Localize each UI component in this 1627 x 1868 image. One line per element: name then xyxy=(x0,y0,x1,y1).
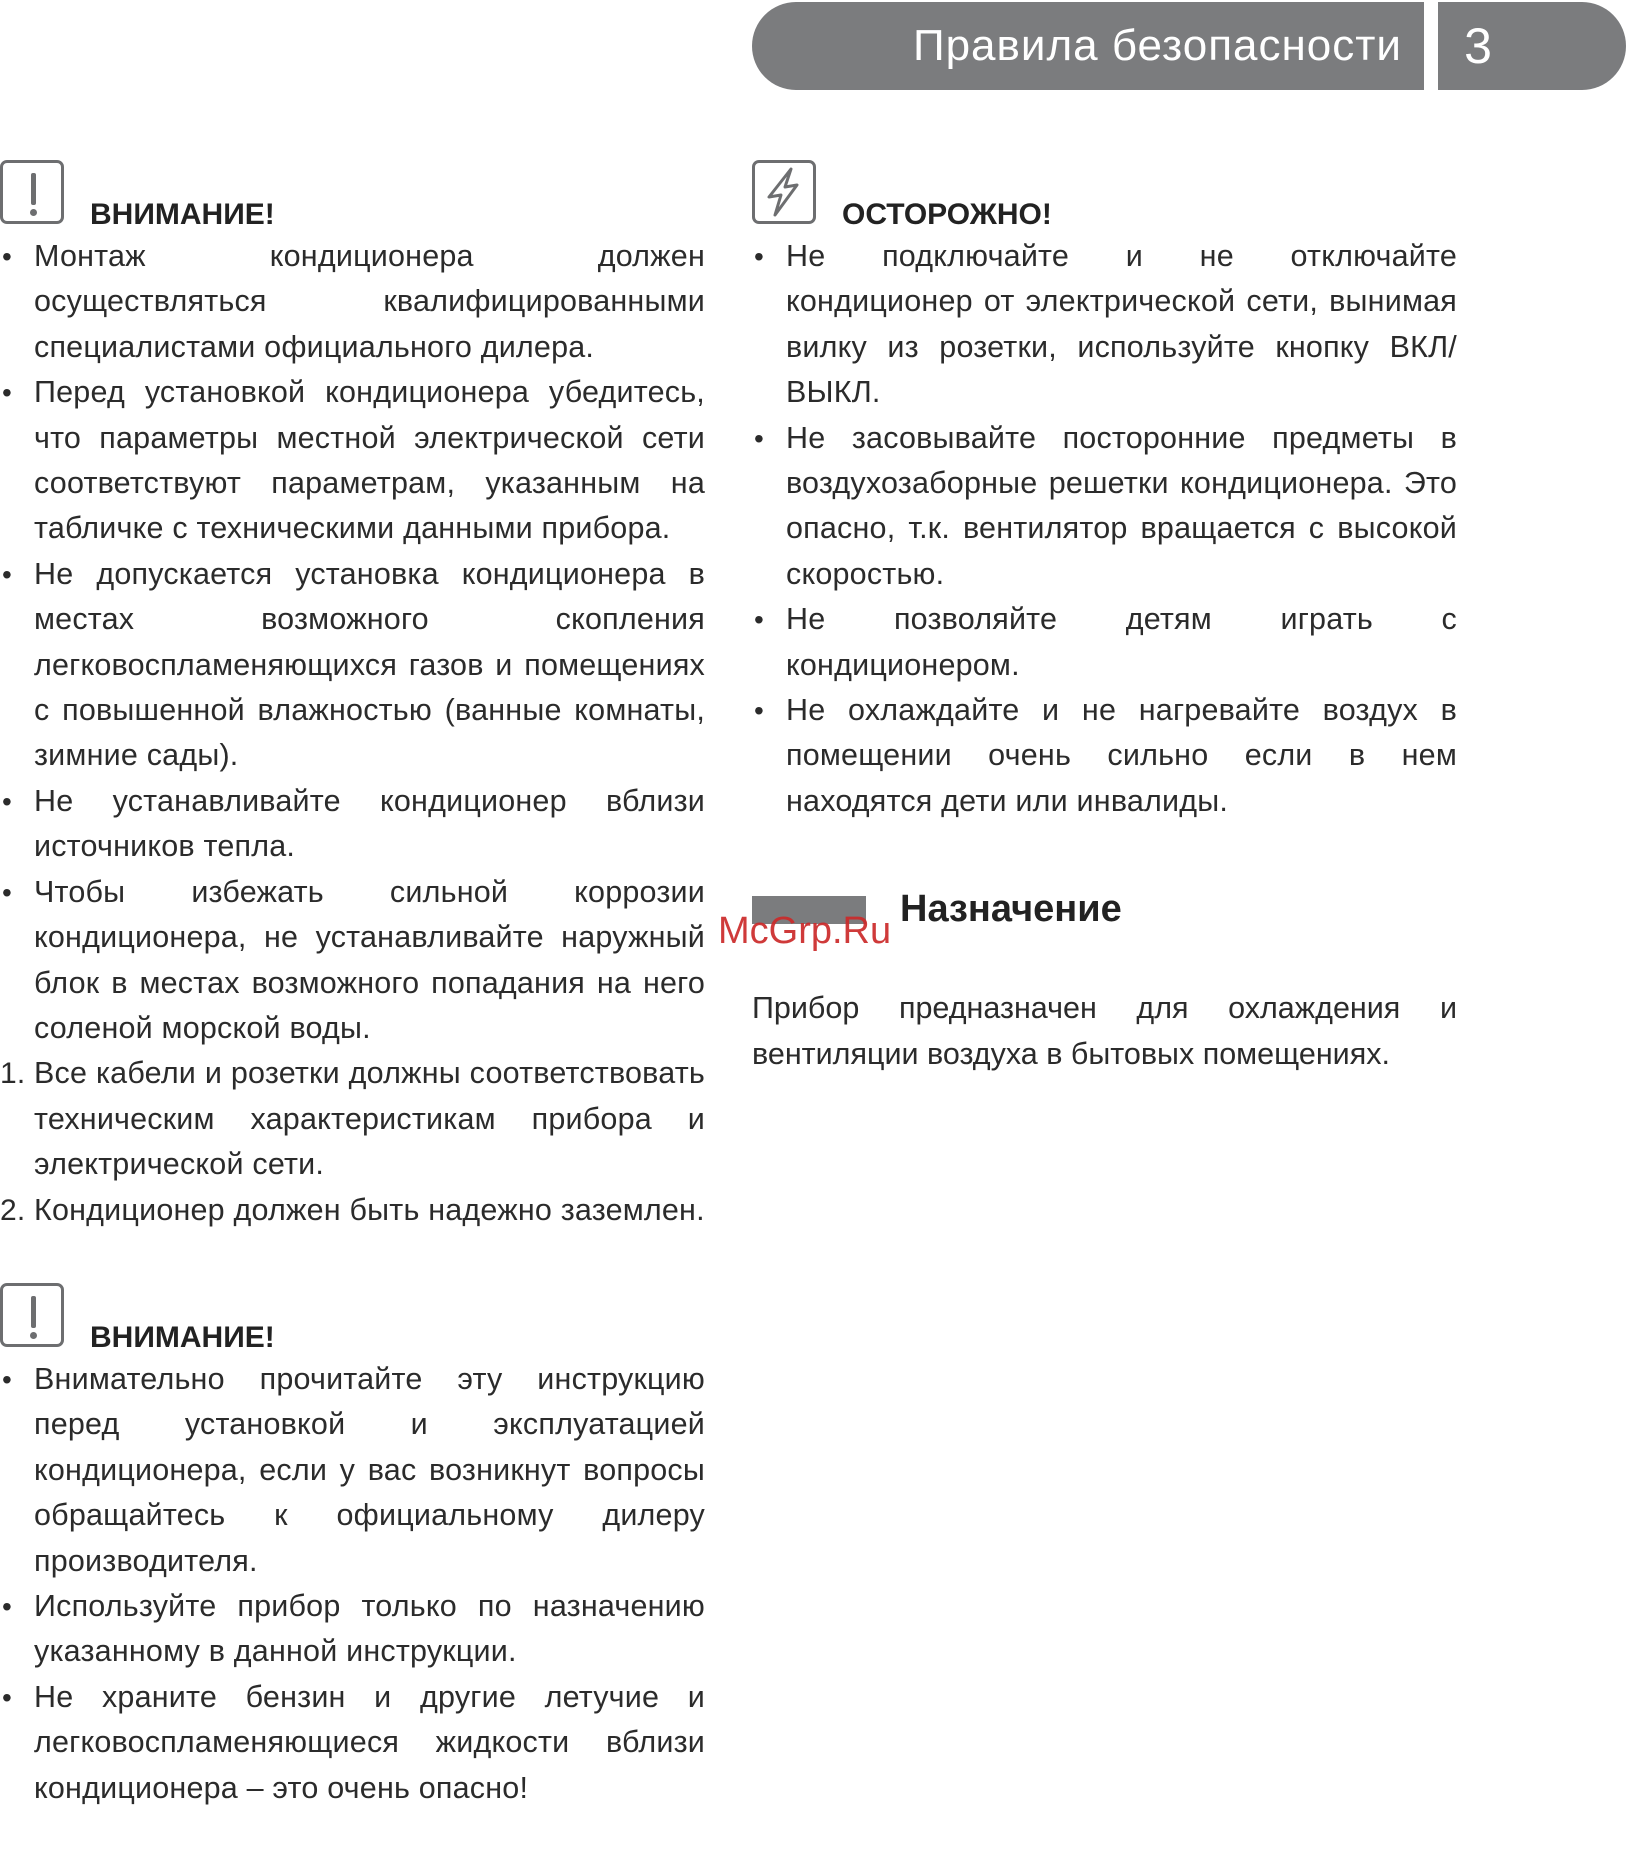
purpose-title: Назначение xyxy=(900,888,1122,931)
list-item: • Чтобы избежать сильной коррозии кондиционера, не устанавливайте наружный блок в местах возможного попадания на него соленой морской воды. xyxy=(2,874,705,1045)
list-item: • Внимательно прочитайте эту инструкцию перед установкой и эксплуатацией кондиционера, если у вас возникнут вопросы обращайтесь к официальному дилеру производителя. xyxy=(2,1361,705,1578)
warning-heading xyxy=(752,160,1457,234)
list-item: • Не засовывайте посторонние предметы в воздухозаборные решетки кондиционера. Это опасно, т.к. вентилятор вращается с высокой скоростью. xyxy=(754,420,1457,591)
notice2-heading xyxy=(0,1283,705,1357)
exclamation-icon xyxy=(0,160,64,224)
list-item: • Перед установкой кондиционера убедитесь, что параметры местной электрической сети соответствуют параметрам, указанным на табличке с техническими данными прибора. xyxy=(2,375,705,546)
lightning-icon xyxy=(752,160,816,224)
list-item: 2. Кондиционер должен быть надежно заземлен. xyxy=(0,1192,705,1227)
list-item: • Монтаж кондиционера должен осуществляться квалифицированными специалистами официального дилера. xyxy=(2,239,705,364)
notice2-list xyxy=(0,1357,705,1811)
notice2-title: ВНИМАНИЕ! xyxy=(90,1320,275,1354)
warning-list xyxy=(752,234,1457,824)
notice1-list xyxy=(0,234,705,1233)
notice1-heading xyxy=(0,160,705,234)
left-column xyxy=(0,160,705,1811)
page-number: 3 xyxy=(1464,18,1492,74)
list-item: • Не подключайте и не отключайте кондиционер от электрической сети, вынимая вилку из розетки, используйте кнопку ВКЛ/ВЫКЛ. xyxy=(754,239,1457,410)
list-item: • Не допускается установка кондиционера в местах возможного скопления легковоспламеняющихся газов и помещениях с повышенной влажностью (ванные комнаты, зимние сады). xyxy=(2,556,705,773)
notice1-title: ВНИМАНИЕ! xyxy=(90,198,275,231)
warning-title: ОСТОРОЖНО! xyxy=(842,198,1052,231)
exclamation-icon xyxy=(0,1283,64,1347)
list-item: • Не позволяйте детям играть с кондиционером. xyxy=(754,602,1457,682)
page-title: Правила безопасности xyxy=(912,21,1402,70)
header-separator xyxy=(1424,0,1438,92)
purpose-text: Прибор предназначен для охлаждения и вентиляции воздуха в бытовых помещениях. xyxy=(752,991,1457,1071)
watermark: McGrp.Ru xyxy=(718,910,892,952)
list-item: 1. Все кабели и розетки должны соответствовать техническим характеристикам прибора и электрической сети. xyxy=(0,1056,705,1182)
list-item: • Не храните бензин и другие летучие и легковоспламеняющиеся жидкости вблизи кондиционера – это очень опасно! xyxy=(2,1679,705,1805)
list-item: • Не охлаждайте и не нагревайте воздух в помещении очень сильно если в нем находятся дети или инвалиды. xyxy=(754,693,1457,818)
list-item: • Используйте прибор только по назначению указанному в данной инструкции. xyxy=(2,1588,705,1669)
list-item: • Не устанавливайте кондиционер вблизи источников тепла. xyxy=(2,783,705,864)
